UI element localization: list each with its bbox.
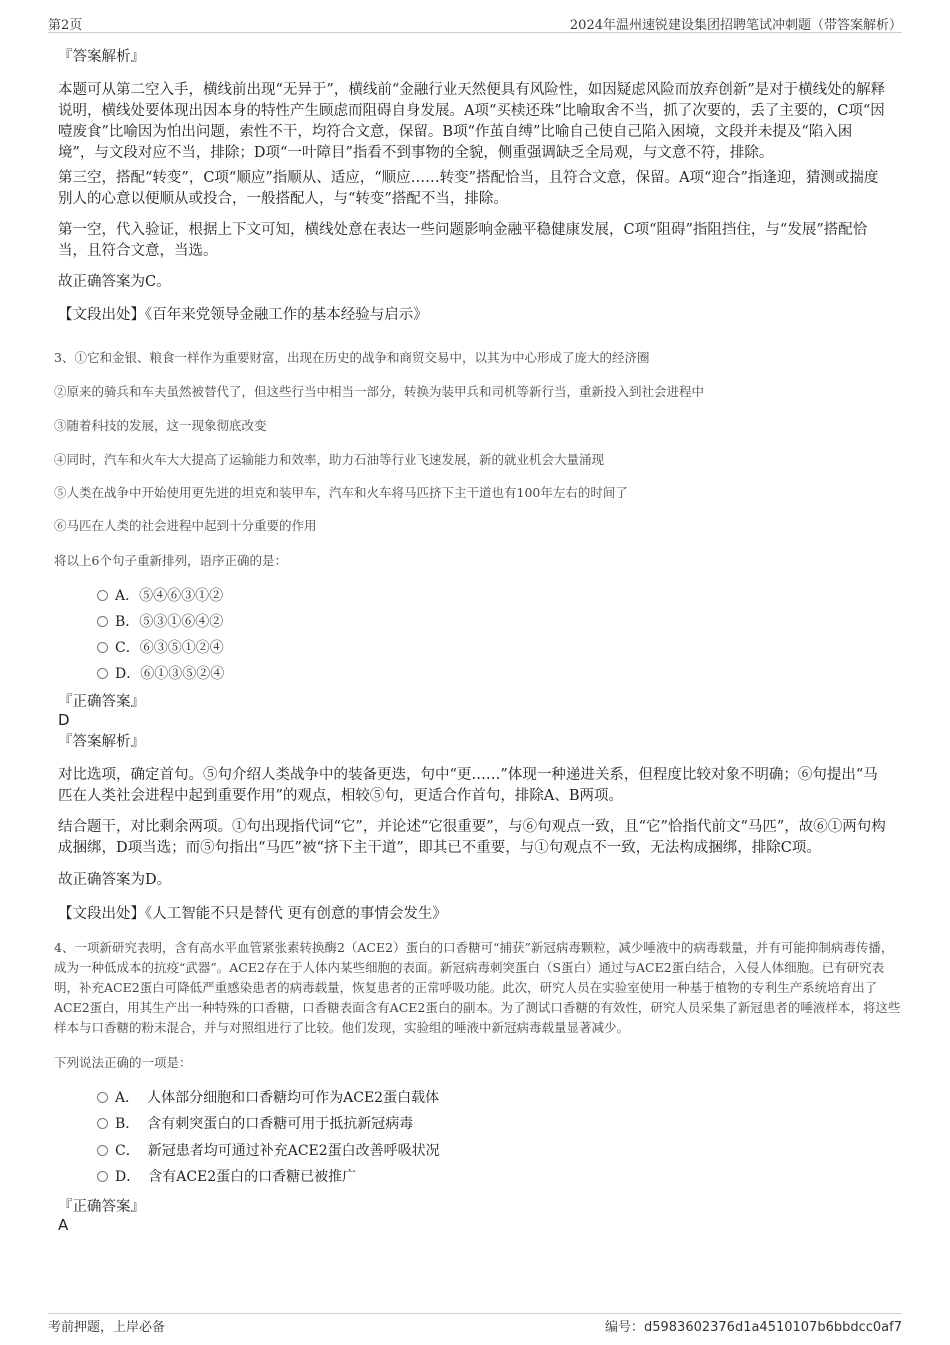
q3-option-d[interactable] [97,664,224,684]
option-text: ⑤③①⑥④② [139,614,224,630]
option-label: D． [115,666,141,682]
page-number: 第2页 [48,18,83,33]
q3-sentence-1: 3、①它和金银、粮食一样作为重要财富，出现在历史的战争和商贸交易中，以其为中心形成了庞大的经济圈 [54,350,650,365]
q4-answer-label: 『正确答案』 [58,1199,145,1215]
option-label: D． [115,1169,141,1185]
q3-answer-label: 『正确答案』 [58,694,145,710]
option-text: 人体部分细胞和口香糖均可作为ACE2蛋白载体 [147,1090,440,1106]
q4-option-b[interactable] [97,1114,413,1134]
q3-option-a[interactable] [97,586,223,606]
q3-sentence-2: ②原来的骑兵和车夫虽然被替代了，但这些行当中相当一部分，转换为装甲兵和司机等新行当，重新投入到社会进程中 [54,384,705,399]
q3-analysis-p1: 对比选项，确定首句。⑤句介绍人类战争中的装备更迭，句中“更……”体现一种递进关系，但程度比较对象不明确；⑥句提出“马匹在人类社会进程中起到重要作用”的观点，相较⑤句，更适合作首句，排除A、B两项。 [58,767,878,804]
radio-icon[interactable] [97,616,108,627]
option-label: C． [115,1143,140,1159]
radio-icon[interactable] [97,668,108,679]
option-label: A． [115,1090,140,1106]
radio-icon[interactable] [97,1171,108,1182]
option-label: A． [115,588,140,604]
q3-conclusion: 故正确答案为D。 [58,872,172,888]
q3-source: 【文段出处】《人工智能不只是替代 更有创意的事情会发生》 [58,906,447,922]
q3-option-b[interactable] [97,612,223,632]
q3-option-c[interactable] [97,638,224,658]
q3-answer: D [58,711,70,729]
q3-sentence-3: ③随着科技的发展，这一现象彻底改变 [54,418,267,433]
q2-analysis-p1: 本题可从第二空入手，横线前出现“无异于”，横线前“金融行业天然便具有风险性，如因疑虑风险而放弃创新”是对于横线处的解释说明，横线处要体现出因本身的特性产生顾虑而阻碍自身发展。A项“买椟还珠”比喻取舍不当，抓了次要的，丢了主要的，C项“因噎废食”比喻因为怕出问题，索性不干，均符合文意，保留。B项“作茧自缚”比喻自己使自己陷入困境，文段并未提及“陷入困境”，与文段对应不当，排除；D项“一叶障目”指看不到事物的全貌，侧重强调缺乏全局观，与文意不符，排除。 [58,82,886,161]
page-footer [48,1313,902,1334]
document-code [605,1316,902,1335]
radio-icon[interactable] [97,590,108,601]
q4-stem: 4、一项新研究表明，含有高水平血管紧张素转换酶2（ACE2）蛋白的口香糖可“捕获”新冠病毒颗粒，减少唾液中的病毒载量，并有可能抑制病毒传播，成为一种低成本的抗疫“武器”。ACE2存在于人体内某些细胞的表面。新冠病毒刺突蛋白（S蛋白）通过与ACE2蛋白结合，入侵人体细胞。已有研究表明，补充ACE2蛋白可降低严重感染患者的病毒载量，恢复患者的正常呼吸功能。此次，研究人员在实验室使用一种基于植物的专利生产系统培育出了ACE2蛋白，用其生产出一种特殊的口香糖，口香糖表面含有ACE2蛋白的副本。为了测试口香糖的有效性，研究人员采集了新冠患者的唾液样本，将这些样本与口香糖的粉末混合，并与对照组进行了比较。他们发现，实验组的唾液中新冠病毒载量显著减少。 [54,940,901,1035]
option-text: 含有ACE2蛋白的口香糖已被推广 [148,1169,357,1185]
option-text: ⑥①③⑤②④ [140,666,225,682]
q4-prompt: 下列说法正确的一项是： [54,1055,192,1070]
q2-analysis-p2: 第三空，搭配“转变”，C项“顺应”指顺从、适应，“顺应……转变”搭配恰当，且符合文意，保留。A项“迎合”指逢迎，猜测或揣度别人的心意以便顺从或投合，一般搭配人，与“转变”搭配不当，排除。 [58,170,879,207]
radio-icon[interactable] [97,1145,108,1156]
option-label: B． [115,614,140,630]
option-label: B． [115,1116,140,1132]
q3-sentence-5: ⑤人类在战争中开始使用更先进的坦克和装甲车，汽车和火车将马匹挤下主干道也有100年左右的时间了 [54,485,628,500]
q3-sentence-6: ⑥马匹在人类的社会进程中起到十分重要的作用 [54,518,317,533]
q3-prompt: 将以上6个句子重新排列，语序正确的是： [54,553,287,568]
radio-icon[interactable] [97,1092,108,1103]
code-value: d5983602376d1a4510107b6bbdcc0af7 [643,1320,902,1335]
document-title: 2024年温州速锐建设集团招聘笔试冲刺题（带答案解析） [569,18,902,33]
q2-source: 【文段出处】《百年来党领导金融工作的基本经验与启示》 [58,307,428,323]
q2-conclusion: 故正确答案为C。 [58,274,171,290]
q4-option-c[interactable] [97,1141,440,1161]
q2-analysis-p3: 第一空，代入验证，根据上下文可知，横线处意在表达一些问题影响金融平稳健康发展，C项“阻碍”指阻挡住，与“发展”搭配恰当，且符合文意，当选。 [58,222,868,259]
q4-answer: A [58,1216,69,1234]
option-text: 含有刺突蛋白的口香糖可用于抵抗新冠病毒 [147,1116,414,1132]
option-text: ⑤④⑥③①② [139,588,224,604]
code-label: 编号： [604,1320,644,1335]
page-header [48,12,902,33]
q4-option-d[interactable] [97,1167,356,1187]
option-text: ⑥③⑤①②④ [139,640,224,656]
q3-sentence-4: ④同时，汽车和火车大大提高了运输能力和效率，助力石油等行业飞速发展，新的就业机会大量涌现 [54,452,605,467]
q2-analysis-label: 『答案解析』 [58,49,145,65]
q3-analysis-p2: 结合题干，对比剩余两项。①句出现指代词“它”，并论述“它很重要”，与⑥句观点一致，且“它”恰指代前文“马匹”，故⑥①两句构成捆绑，D项当选；而⑤句指出“马匹”被“挤下主干道”，即其已不重要，与①句观点不一致，无法构成捆绑，排除C项。 [58,819,886,856]
footer-slogan: 考前押题，上岸必备 [48,1320,166,1335]
q3-analysis-label: 『答案解析』 [58,734,145,750]
radio-icon[interactable] [97,1118,108,1129]
option-label: C． [115,640,140,656]
radio-icon[interactable] [97,642,108,653]
q4-option-a[interactable] [97,1088,439,1108]
option-text: 新冠患者均可通过补充ACE2蛋白改善呼吸状况 [147,1143,440,1159]
